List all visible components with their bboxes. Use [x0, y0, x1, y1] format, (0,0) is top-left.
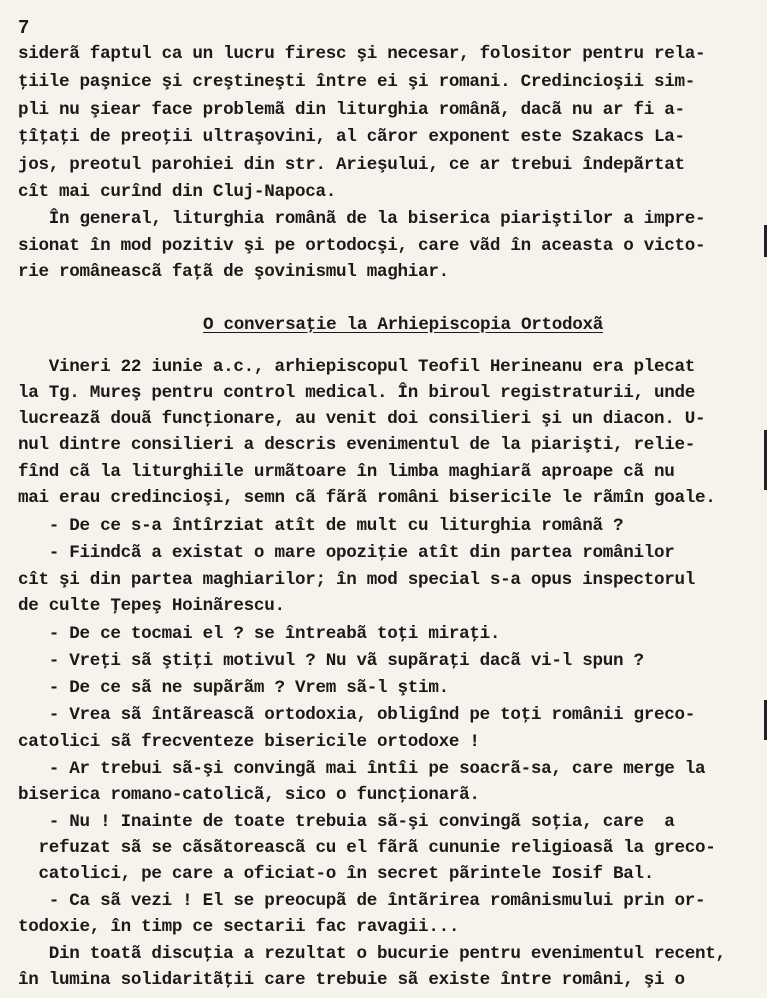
- text-line: lucreazã douã funcţionare, au venit doi consilieri şi un diacon. U-: [18, 409, 706, 429]
- text-line: fînd cã la liturghiile urmãtoare în limba maghiarã aproape cã nu: [18, 462, 675, 482]
- text-line: rie româneascã faţã de şovinismul maghiar.: [18, 262, 449, 282]
- dialogue-line: catolici, pe care a oficiat-o în secret pãrintele Iosif Bal.: [18, 864, 654, 884]
- dialogue-line: - Ar trebui sã-şi convingã mai întîi pe soacrã-sa, care merge la: [18, 759, 706, 779]
- page-number: 7: [18, 17, 30, 39]
- text-line: la Tg. Mureş pentru control medical. În biroul registraturii, unde: [18, 383, 696, 403]
- dialogue-line: - De ce s-a întîrziat atît de mult cu liturghia românã ?: [18, 516, 624, 536]
- section-heading: O conversaţie la Arhiepiscopia Ortodoxã: [203, 315, 604, 335]
- text-line: sionat în mod pozitiv şi pe ortodocşi, care vãd în aceasta o victo-: [18, 236, 706, 256]
- dialogue-line: refuzat sã se cãsãtoreascã cu el fãrã cununie religioasã la greco-: [18, 838, 716, 858]
- dialogue-line: cît şi din partea maghiarilor; în mod special s-a opus inspectorul: [18, 570, 696, 590]
- dialogue-line: - De ce sã ne supãrãm ? Vrem sã-l ştim.: [18, 678, 449, 698]
- text-line: Vineri 22 iunie a.c., arhiepiscopul Teofil Herineanu era plecat: [18, 357, 696, 377]
- text-line: jos, preotul parohiei din str. Arieşului, ce ar trebui îndepãrtat: [18, 155, 685, 175]
- text-line: în lumina solidaritãţii care trebuie sã existe între români, şi o: [18, 970, 685, 990]
- dialogue-line: de culte Ţepeş Hoinãrescu.: [18, 596, 285, 616]
- dialogue-line: - Vreţi sã ştiţi motivul ? Nu vã supãraţi dacã vi-l spun ?: [18, 651, 644, 671]
- dialogue-line: - Vrea sã întãreascã ortodoxia, obligînd pe toţi românii greco-: [18, 705, 696, 725]
- dialogue-line: biserica romano-catolicã, sico o funcţionarã.: [18, 785, 480, 805]
- text-line: pli nu şiear face problemã din liturghia românã, dacã nu ar fi a-: [18, 100, 685, 120]
- dialogue-line: - Nu ! Inainte de toate trebuia sã-şi convingã soţia, care a: [18, 812, 675, 832]
- dialogue-line: - Fiindcã a existat o mare opoziţie atît din partea românilor: [18, 543, 675, 563]
- text-line: mai erau credincioşi, semn cã fãrã români bisericile le rãmîn goale.: [18, 488, 716, 508]
- dialogue-line: - De ce tocmai el ? se întreabã toţi miraţi.: [18, 624, 501, 644]
- dialogue-line: catolici sã frecventeze bisericile ortodoxe !: [18, 732, 480, 752]
- text-line: Din toatã discuţia a rezultat o bucurie pentru evenimentul recent,: [18, 944, 726, 964]
- text-line: nul dintre consilieri a descris evenimentul de la piarişti, relie-: [18, 435, 696, 455]
- text-line: siderã faptul ca un lucru firesc şi necesar, folositor pentru rela-: [18, 44, 706, 64]
- dialogue-line: - Ca sã vezi ! El se preocupã de întãrirea românismului prin or-: [18, 891, 706, 911]
- text-line: ţiile paşnice şi creştineşti între ei şi romani. Credincioşii sim-: [18, 72, 696, 92]
- dialogue-line: todoxie, în timp ce sectarii fac ravagii...: [18, 917, 460, 937]
- text-line: În general, liturghia românã de la biserica piariştilor a impre-: [18, 209, 706, 229]
- text-line: ţîţaţi de preoţii ultraşovini, al cãror exponent este Szakacs La-: [18, 127, 685, 147]
- text-line: cît mai curînd din Cluj-Napoca.: [18, 182, 336, 202]
